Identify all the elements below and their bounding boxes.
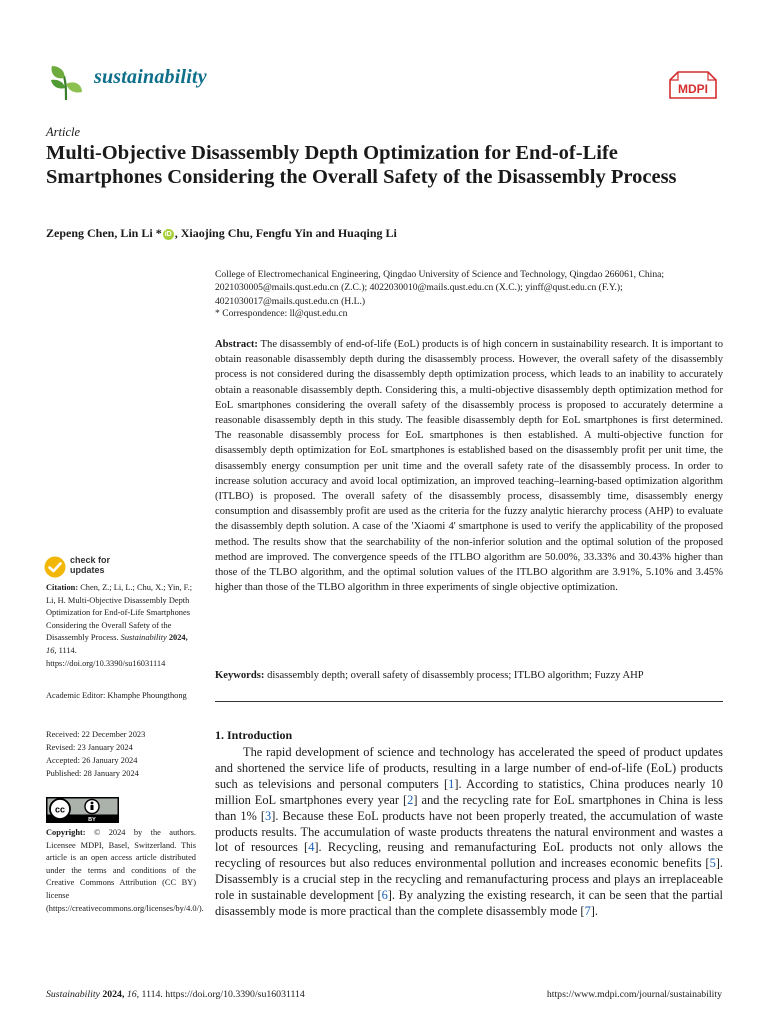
intro-body	[215, 745, 723, 920]
academic-editor: Academic Editor: Khamphe Phoungthong	[46, 691, 187, 700]
citation-link[interactable]: 2	[407, 792, 414, 807]
keywords-label: Keywords:	[215, 670, 265, 681]
citation-doi-link[interactable]: 1114. https://doi.org/10.3390/su16031114	[46, 645, 166, 668]
accepted-date: Accepted: 26 January 2024	[46, 756, 138, 765]
author-list	[46, 226, 397, 241]
citation-link[interactable]: 5	[709, 856, 716, 871]
abstract-text: The disassembly of end-of-life (EoL) products is of high concern in sustainability research. It is important to obtain reasonable disassembly depth during the disassembly process. However, the overall safety of the disassembly process is not considered during the disassembly depth optimization process, which leads to an inability to accurately obtain a reasonable disassembly depth. Considering this, a multi-objective disassembly depth optimization method for EoL smartphones considering the overall safety of the disassembly process is proposed to accurately determine a reasonable disassembly depth in this study. The feasible disassembly depth for EoL smartphones is first determined. The reasonable disassembly process for EoL smartphones is then established. A multi-objective function for disassembly depth optimization for EoL smartphones is established based on the disassembly profit per unit time, the disassembly energy consumption per unit time and the overall safety rate of the disassembly process. In order to increase solution accuracy and avoid local optimization, an improved teaching–learning-based optimization algorithm (ITLBO) is proposed. The overall safety of the disassembly process, disassembly time, disassembly energy consumption and disassembly profit are used as the criteria for the fuzzy analytic hierarchy process (AHP) to evaluate the disassembly depth solution. A case of the 'Xiaomi 4' smartphone is used to verify the applicability of the proposed method. The results show that the searchability of the non-inferior solution and the optimal solution of the proposed method are improved. The convergence speeds of the ITLBO algorithm are 50.00%, 33.33% and 30.43% higher than those of the TLBO algorithm, and the optimal solution values of the ITLBO algorithm are 3.91%, 5.10% and 3.45% higher than those of the TLBO algorithm in three experiments of single objective optimization.	[215, 339, 723, 594]
citation-link[interactable]: 4	[308, 840, 315, 855]
divider	[215, 701, 723, 702]
citation-link[interactable]: 7	[584, 904, 591, 919]
article-type: Article	[46, 125, 81, 139]
correspondence: * Correspondence: ll@qust.edu.cn	[215, 308, 348, 319]
footer-journal-url[interactable]: https://www.mdpi.com/journal/sustainability	[546, 989, 722, 1000]
received-date: Received: 22 December 2023	[46, 730, 146, 739]
citation-link[interactable]: 6	[381, 888, 388, 903]
keywords	[215, 668, 723, 683]
journal-name[interactable]: sustainability	[94, 66, 207, 88]
citation-link[interactable]: 3	[265, 808, 272, 823]
published-date: Published: 28 January 2024	[46, 769, 139, 778]
footer-doi-link[interactable]: 1114. https://doi.org/10.3390/su16031114	[141, 989, 305, 1000]
intro-paragraph: The rapid development of science and technology has accelerated the speed of product updates and shortened the service life of products, resulting in a large number of end-of-life (EoL) products such as televisions and personal computers [1]. According to statistics, China produces nearly 10 million EoL smartphones every year [2] and the recycling rate for EoL smartphones in China is less than 1% [3]. Because these EoL products have not been properly treated, the accumulation of waste products results. The accumulation of waste products threatens the natural environment and wastes a lot of resources [4]. Recycling, reusing and remanufacturing EoL products not only allows the recycling of resources but also reduces environmental pollution and increases economic benefits [5]. Disassembly is a crucial step in the recycling and remanufacturing process and plays an irreplaceable role in sustainable development [6]. By analyzing the existing research, it can be seen that the partial disassembly mode is more practical than the complete disassembly mode [7].	[215, 745, 724, 919]
publisher-name: MDPI	[678, 82, 708, 96]
authors-rest: , Xiaojing Chu, Fengfu Yin and Huaqing Li	[174, 226, 397, 240]
article-title: Multi-Objective Disassembly Depth Optimization for End-of-Life Smartphones Considering the Overall Safety of the Disassembly Process	[46, 142, 677, 188]
cc-by-license-badge[interactable]	[46, 797, 119, 823]
cc-by-text: BY	[88, 817, 96, 823]
revised-date: Revised: 23 January 2024	[46, 743, 133, 752]
abstract	[215, 337, 723, 595]
abstract-label: Abstract:	[215, 339, 258, 350]
svg-text:cc: cc	[54, 804, 66, 815]
affiliation: College of Electromechanical Engineering, Qingdao University of Science and Technology, Qingdao 266061, China; 2021030005@mails.qust.edu.cn (Z.C.); 4022030010@mails.qust.edu.cn (X.C.); yinff@qust.edu.cn (F.Y.); 4021030017@mails.qust.edu.cn (H.L.)	[215, 269, 665, 307]
check-for-updates-label[interactable]: check for updates	[70, 555, 111, 575]
mdpi-logo[interactable]	[666, 70, 720, 104]
authors-first: Zepeng Chen, Lin Li *	[46, 226, 162, 240]
journal-leaf-logo	[46, 62, 86, 102]
copyright-notice: Copyright: © 2024 by the authors. Licensee MDPI, Basel, Switzerland. This article is an open access article distributed under the terms and conditions of the Creative Commons Attribution (CC BY) license (https://creativecommons.org/licenses/by/4.0/).	[46, 828, 204, 913]
check-for-updates-icon[interactable]	[44, 556, 66, 578]
citation-link[interactable]: 1	[448, 776, 455, 791]
footer-citation: Sustainability 2024, 16, 1114. https://doi.org/10.3390/su16031114	[46, 989, 305, 1000]
section-title: 1. Introduction	[215, 728, 293, 742]
citation-block: Citation: Chen, Z.; Li, L.; Chu, X.; Yin, F.; Li, H. Multi-Objective Disassembly Depth Optimization for End-of-Life Smartphones Considering the Overall Safety of the Disassembly Process. Sustainability 2024, 16, 1114. https://doi.org/10.3390/su16031114	[46, 583, 193, 668]
keywords-text: disassembly depth; overall safety of disassembly process; ITLBO algorithm; Fuzzy AHP	[267, 670, 644, 681]
orcid-icon[interactable]: iD	[164, 231, 172, 238]
